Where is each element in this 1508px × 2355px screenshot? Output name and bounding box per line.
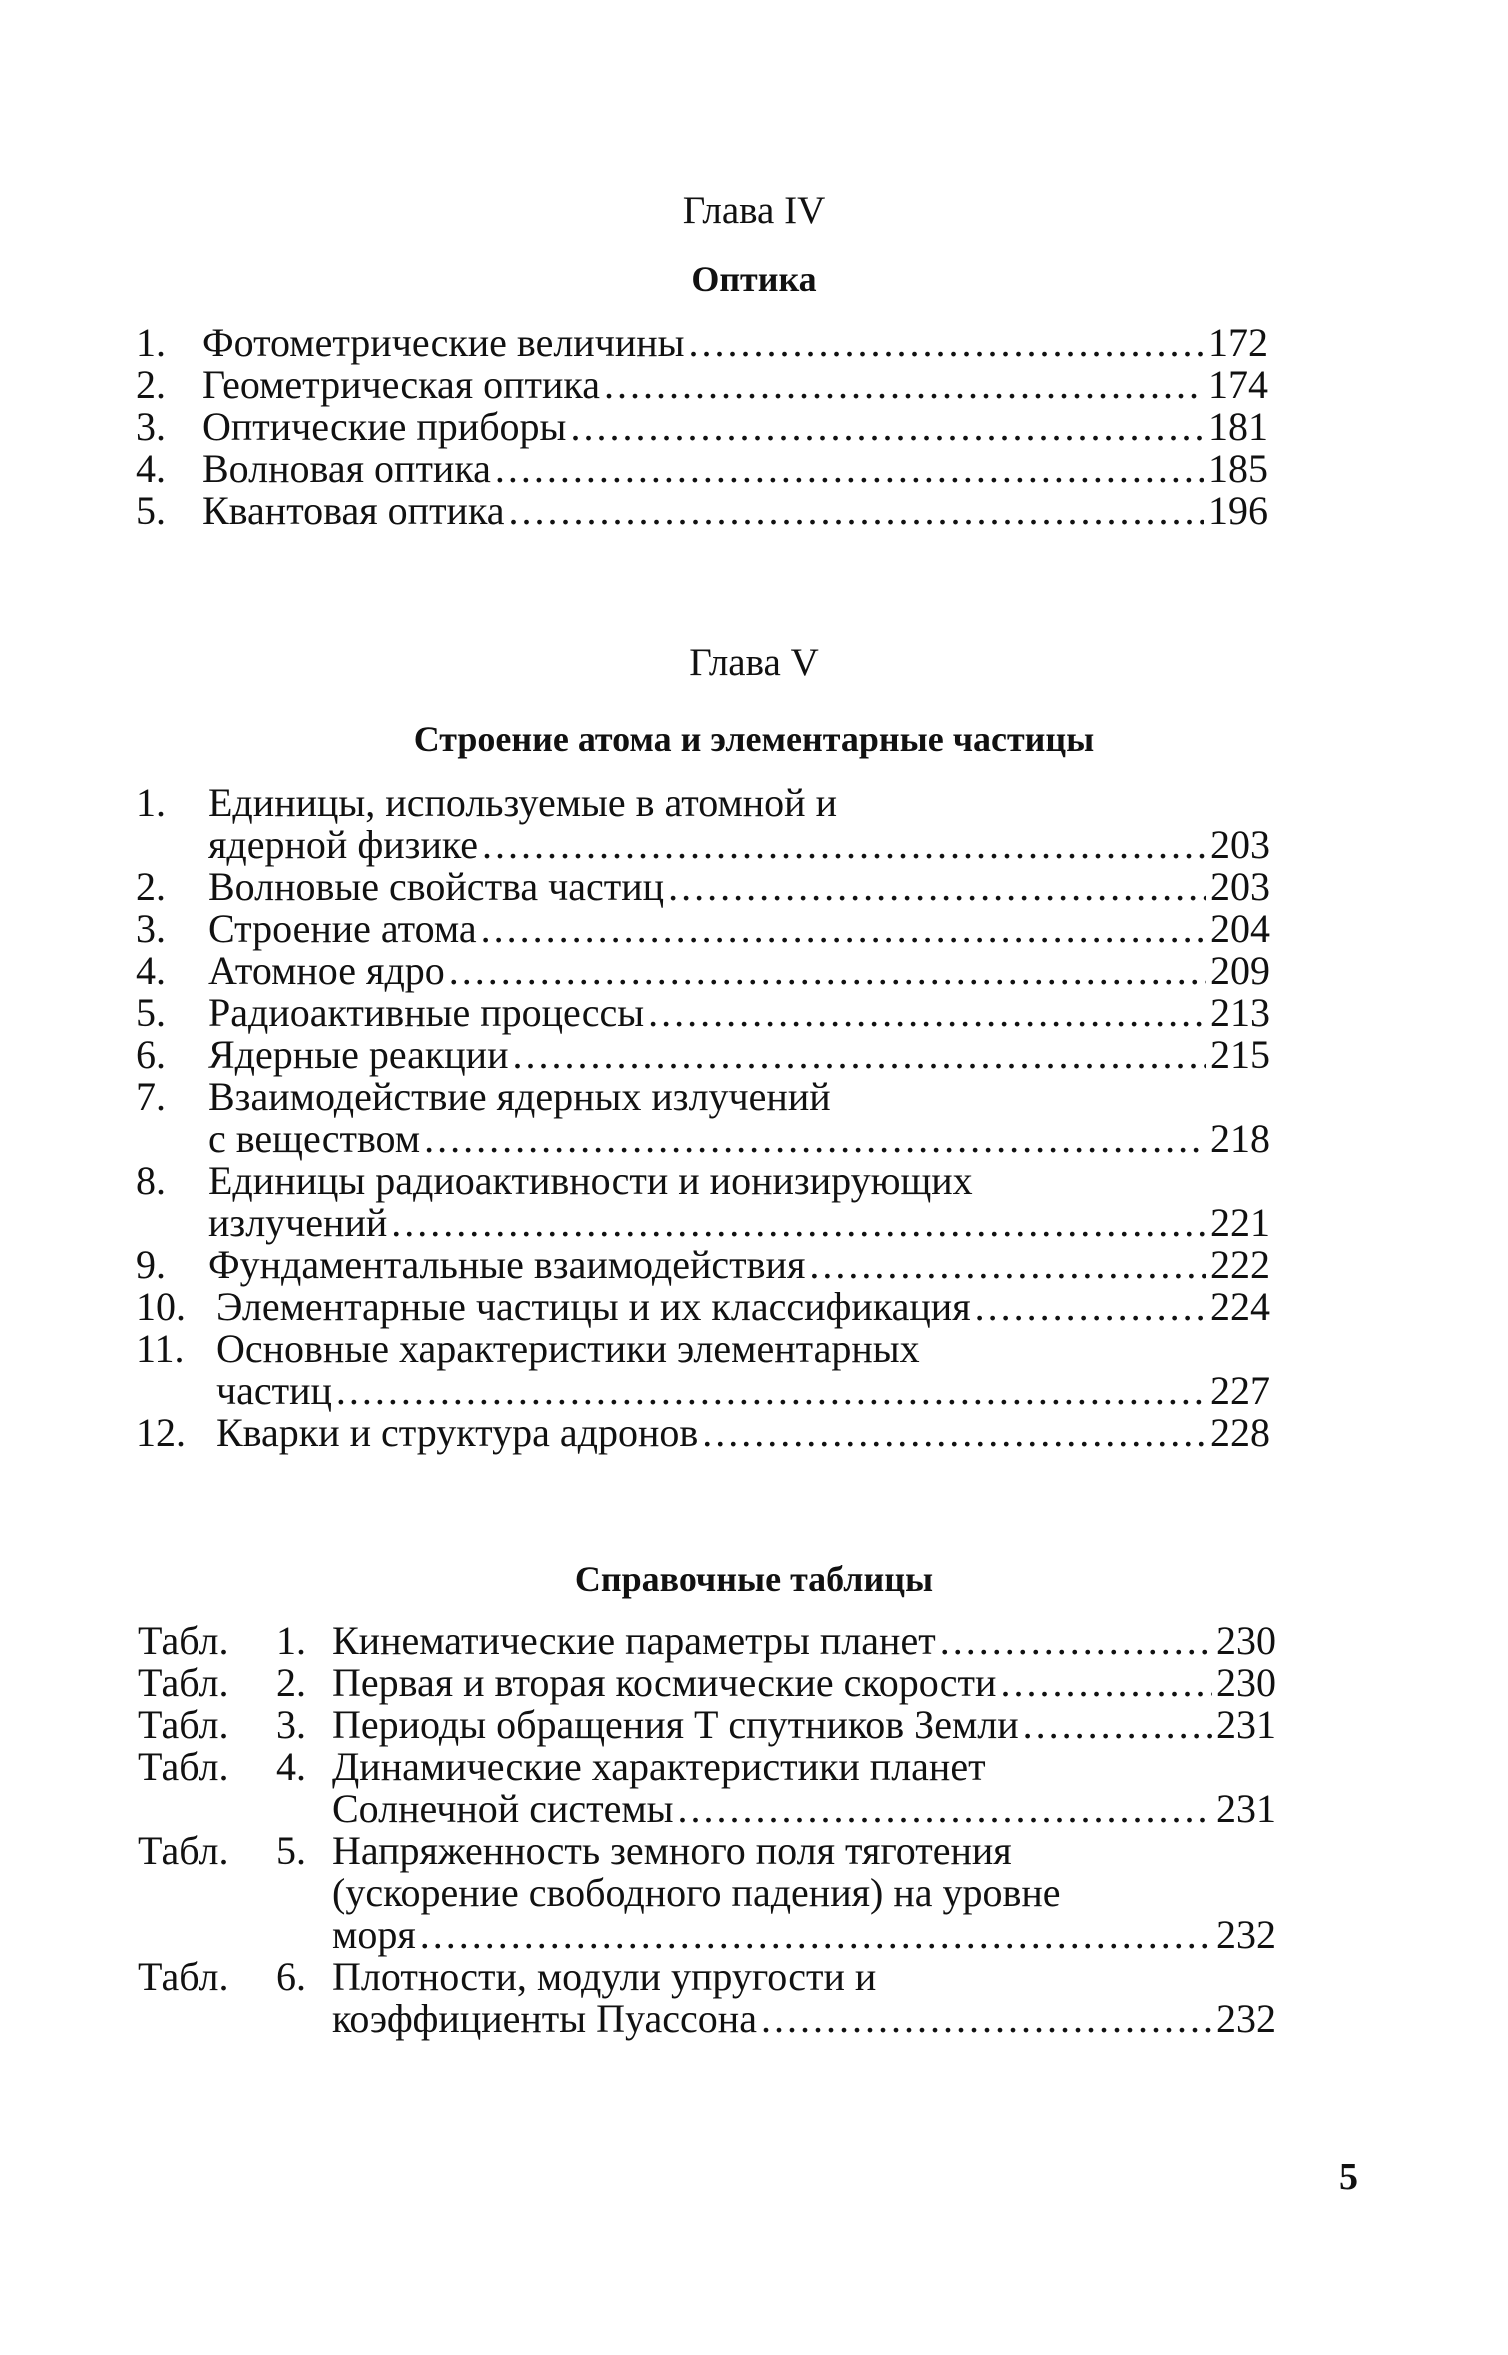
chapter-4-toc: [136, 322, 1268, 532]
leader-dots: [482, 824, 1206, 866]
table-entry: [138, 1998, 1276, 2040]
leader-dots: [449, 950, 1206, 992]
entry-title: Строение атома: [208, 906, 477, 951]
entry-title: Периоды обращения Т спутников Земли: [332, 1702, 1019, 1747]
entry-page: 209: [1210, 948, 1270, 993]
leader-dots: [761, 1998, 1212, 2040]
entry-title-line: Основные характеристики элементарных: [216, 1326, 920, 1371]
table-prefix: Табл.: [138, 1744, 229, 1789]
entry-number: 1.: [276, 1618, 306, 1663]
toc-entry: [136, 992, 1270, 1034]
table-prefix: Табл.: [138, 1618, 229, 1663]
entry-number: 7.: [136, 1074, 166, 1119]
entry-page: 232: [1216, 1912, 1276, 1957]
leader-dots: [481, 908, 1206, 950]
entry-number: 4.: [276, 1744, 306, 1789]
entry-number: 11.: [136, 1326, 185, 1371]
toc-entry: [136, 908, 1270, 950]
entry-page: 227: [1210, 1368, 1270, 1413]
entry-page: 172: [1208, 320, 1268, 365]
leader-dots: [391, 1202, 1206, 1244]
entry-title: Радиоактивные процессы: [208, 990, 645, 1035]
toc-entry: [136, 1202, 1270, 1244]
toc-entry: [136, 406, 1268, 448]
toc-entry: [136, 824, 1270, 866]
toc-entry: [136, 364, 1268, 406]
toc-entry: [136, 1118, 1270, 1160]
toc-entry: [136, 1412, 1270, 1454]
entry-title: Оптические приборы: [202, 404, 567, 449]
leader-dots: [570, 406, 1204, 448]
entry-page: 230: [1216, 1660, 1276, 1705]
toc-entry: [136, 1286, 1270, 1328]
tables-title: Справочные таблицы: [574, 1559, 934, 1599]
leader-dots: [604, 364, 1204, 406]
table-prefix: Табл.: [138, 1660, 229, 1705]
entry-page: 221: [1210, 1200, 1270, 1245]
leader-dots: [809, 1244, 1206, 1286]
toc-entry: [136, 490, 1268, 532]
leader-dots: [702, 1412, 1206, 1454]
entry-title: Кинематические параметры планет: [332, 1618, 936, 1663]
table-entry: [138, 1662, 1276, 1704]
entry-page: 203: [1210, 864, 1270, 909]
entry-title-line: Единицы радиоактивности и ионизирующих: [208, 1158, 973, 1203]
leader-dots: [512, 1034, 1206, 1076]
entry-page: 213: [1210, 990, 1270, 1035]
entry-title-line: Динамические характеристики планет: [332, 1744, 986, 1789]
entry-number: 9.: [136, 1242, 166, 1287]
entry-title: Квантовая оптика: [202, 488, 505, 533]
toc-entry: [136, 1370, 1270, 1412]
entry-title: Геометрическая оптика: [202, 362, 600, 407]
toc-entry: [136, 1034, 1270, 1076]
table-prefix: Табл.: [138, 1702, 229, 1747]
entry-number: 3.: [136, 906, 166, 951]
leader-dots: [678, 1788, 1212, 1830]
entry-page: 222: [1210, 1242, 1270, 1287]
entry-title: ядерной физике: [208, 822, 479, 867]
toc-entry-first-line: [136, 782, 1270, 824]
entry-number: 6.: [276, 1954, 306, 1999]
entry-page: 218: [1210, 1116, 1270, 1161]
entry-page: 224: [1210, 1284, 1270, 1329]
leader-dots: [420, 1914, 1212, 1956]
leader-dots: [1000, 1662, 1212, 1704]
entry-title-line: Плотности, модули упругости и: [332, 1954, 877, 1999]
entry-number: 6.: [136, 1032, 166, 1077]
leader-dots: [1023, 1704, 1212, 1746]
table-entry-first-line: [138, 1830, 1276, 1872]
leader-dots: [940, 1620, 1212, 1662]
leader-dots: [495, 448, 1204, 490]
toc-entry-first-line: [136, 1076, 1270, 1118]
leader-dots: [975, 1286, 1206, 1328]
toc-entry: [136, 448, 1268, 490]
leader-dots: [689, 322, 1205, 364]
leader-dots: [336, 1370, 1206, 1412]
entry-title: Первая и вторая космические скорости: [332, 1660, 997, 1705]
table-entry: [138, 1788, 1276, 1830]
entry-page: 203: [1210, 822, 1270, 867]
entry-number: 1.: [136, 780, 166, 825]
table-entry: [138, 1620, 1276, 1662]
chapter-4-label: Глава IV: [682, 189, 826, 232]
entry-title: Волновая оптика: [202, 446, 491, 491]
toc-entry-first-line: [136, 1160, 1270, 1202]
chapter-5-label: Глава V: [689, 641, 819, 684]
entry-title: излучений: [208, 1200, 388, 1245]
entry-number: 2.: [136, 362, 166, 407]
entry-number: 4.: [136, 446, 166, 491]
entry-page: 228: [1210, 1410, 1270, 1455]
leader-dots: [648, 992, 1206, 1034]
entry-page: 230: [1216, 1618, 1276, 1663]
entry-page: 231: [1216, 1702, 1276, 1747]
table-prefix: Табл.: [138, 1828, 229, 1873]
entry-title: Элементарные частицы и их классификация: [216, 1284, 971, 1329]
entry-number: 2.: [136, 864, 166, 909]
entry-number: 5.: [276, 1828, 306, 1873]
entry-title: Фундаментальные взаимодействия: [208, 1242, 806, 1287]
entry-title-line: Напряженность земного поля тяготения: [332, 1828, 1012, 1873]
entry-number: 3.: [276, 1702, 306, 1747]
entry-page: 231: [1216, 1786, 1276, 1831]
table-entry-first-line: [138, 1956, 1276, 1998]
entry-title: Фотометрические величины: [202, 320, 685, 365]
chapter-5-toc: [136, 782, 1270, 1454]
toc-entry: [136, 950, 1270, 992]
entry-title: с веществом: [208, 1116, 421, 1161]
entry-page: 196: [1208, 488, 1268, 533]
table-entry: [138, 1704, 1276, 1746]
entry-title: частиц: [216, 1368, 332, 1413]
entry-page: 232: [1216, 1996, 1276, 2041]
table-prefix: Табл.: [138, 1954, 229, 1999]
entry-title-line: Взаимодействие ядерных излучений: [208, 1074, 831, 1119]
entry-page: 181: [1208, 404, 1268, 449]
entry-title: Волновые свойства частиц: [208, 864, 665, 909]
entry-title: коэффициенты Пуассона: [332, 1996, 757, 2041]
table-entry-first-line: [138, 1746, 1276, 1788]
entry-number: 12.: [136, 1410, 186, 1455]
toc-entry: [136, 322, 1268, 364]
entry-number: 3.: [136, 404, 166, 449]
chapter-4-title: Оптика: [691, 259, 817, 299]
leader-dots: [509, 490, 1204, 532]
entry-title: моря: [332, 1912, 416, 1957]
chapter-5-title: Строение атома и элементарные частицы: [413, 719, 1095, 759]
entry-number: 5.: [136, 990, 166, 1035]
toc-entry: [136, 1244, 1270, 1286]
entry-title: Ядерные реакции: [208, 1032, 509, 1077]
entry-number: 1.: [136, 320, 166, 365]
entry-title-line: Единицы, используемые в атомной и: [208, 780, 837, 825]
entry-page: 204: [1210, 906, 1270, 951]
table-entry: [138, 1914, 1276, 1956]
leader-dots: [424, 1118, 1206, 1160]
entry-number: 2.: [276, 1660, 306, 1705]
entry-page: 185: [1208, 446, 1268, 491]
entry-title: Атомное ядро: [208, 948, 445, 993]
entry-number: 5.: [136, 488, 166, 533]
tables-toc: [138, 1620, 1276, 2040]
entry-number: 4.: [136, 948, 166, 993]
entry-number: 8.: [136, 1158, 166, 1203]
toc-entry: [136, 866, 1270, 908]
entry-page: 215: [1210, 1032, 1270, 1077]
table-entry-second-line: (ускорение свободного падения) на уровне: [332, 1870, 1061, 1915]
entry-number: 10.: [136, 1284, 186, 1329]
entry-title: Солнечной системы: [332, 1786, 674, 1831]
entry-page: 174: [1208, 362, 1268, 407]
leader-dots: [668, 866, 1206, 908]
page-number: 5: [1339, 2156, 1358, 2198]
toc-entry-first-line: [136, 1328, 1270, 1370]
entry-title: Кварки и структура адронов: [216, 1410, 699, 1455]
